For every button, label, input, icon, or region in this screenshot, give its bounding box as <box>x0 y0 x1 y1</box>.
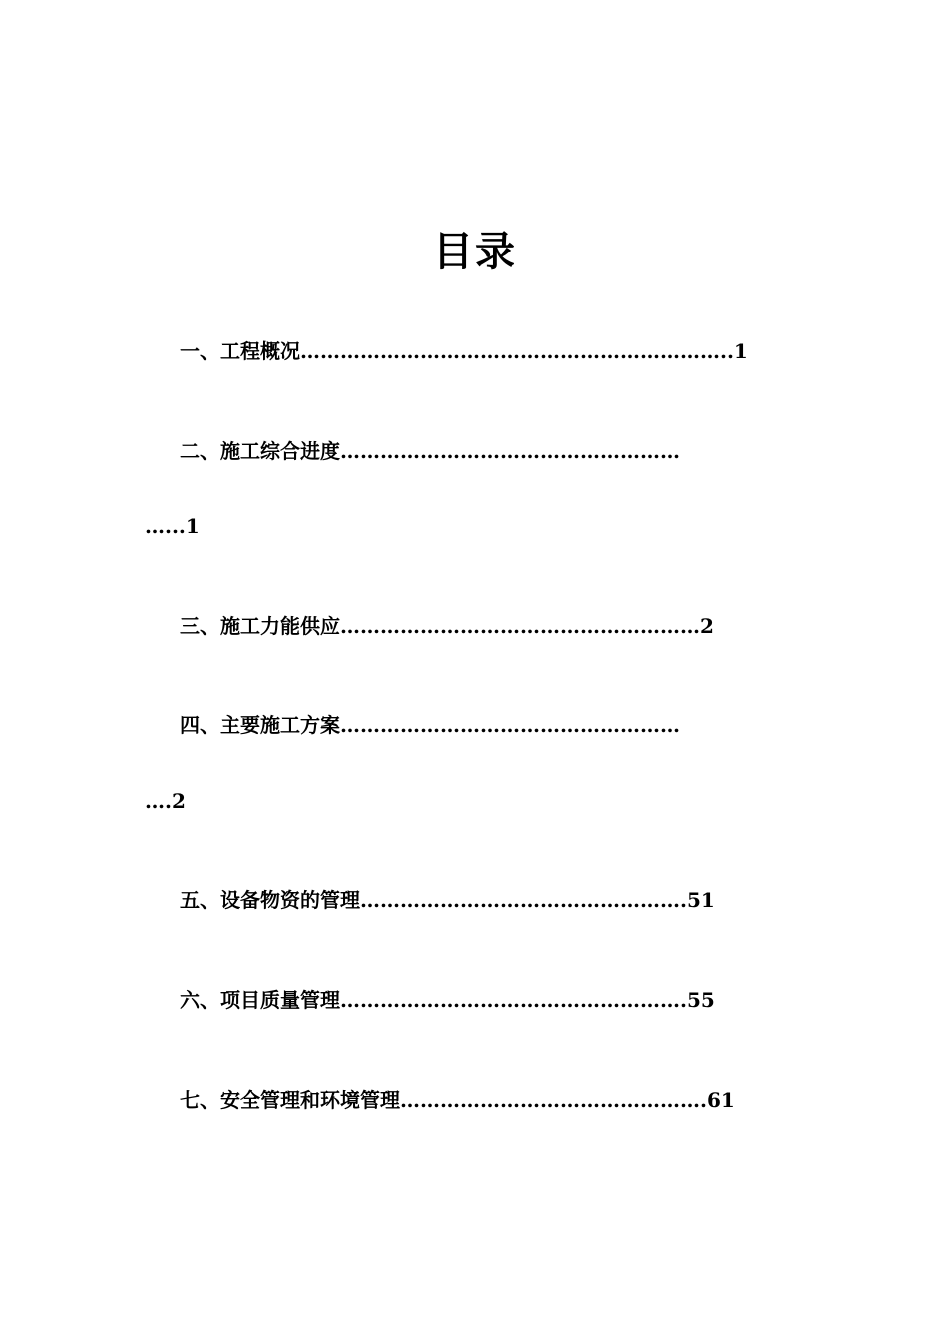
toc-entry-3[interactable]: 三、施工力能供应………………………………………………2 <box>180 614 714 638</box>
toc-entry-1[interactable]: 一、工程概况………………………………………………………..1 <box>180 339 748 363</box>
toc-entry-7[interactable]: 七、安全管理和环境管理……………………………………….61 <box>180 1088 735 1112</box>
toc-entry-4[interactable]: 四、主要施工方案…………………………………………… <box>180 713 680 737</box>
toc-entry-2-page[interactable]: …...1 <box>145 514 200 538</box>
toc-entry-4-page[interactable]: ….2 <box>145 789 186 813</box>
toc-title: 目录 <box>433 228 517 275</box>
toc-entry-5[interactable]: 五、设备物资的管理………………………………………….51 <box>180 888 715 912</box>
toc-entry-2[interactable]: 二、施工综合进度…………………………………………… <box>180 439 680 463</box>
toc-entry-6[interactable]: 六、项目质量管理…………………………………………….55 <box>180 988 715 1012</box>
